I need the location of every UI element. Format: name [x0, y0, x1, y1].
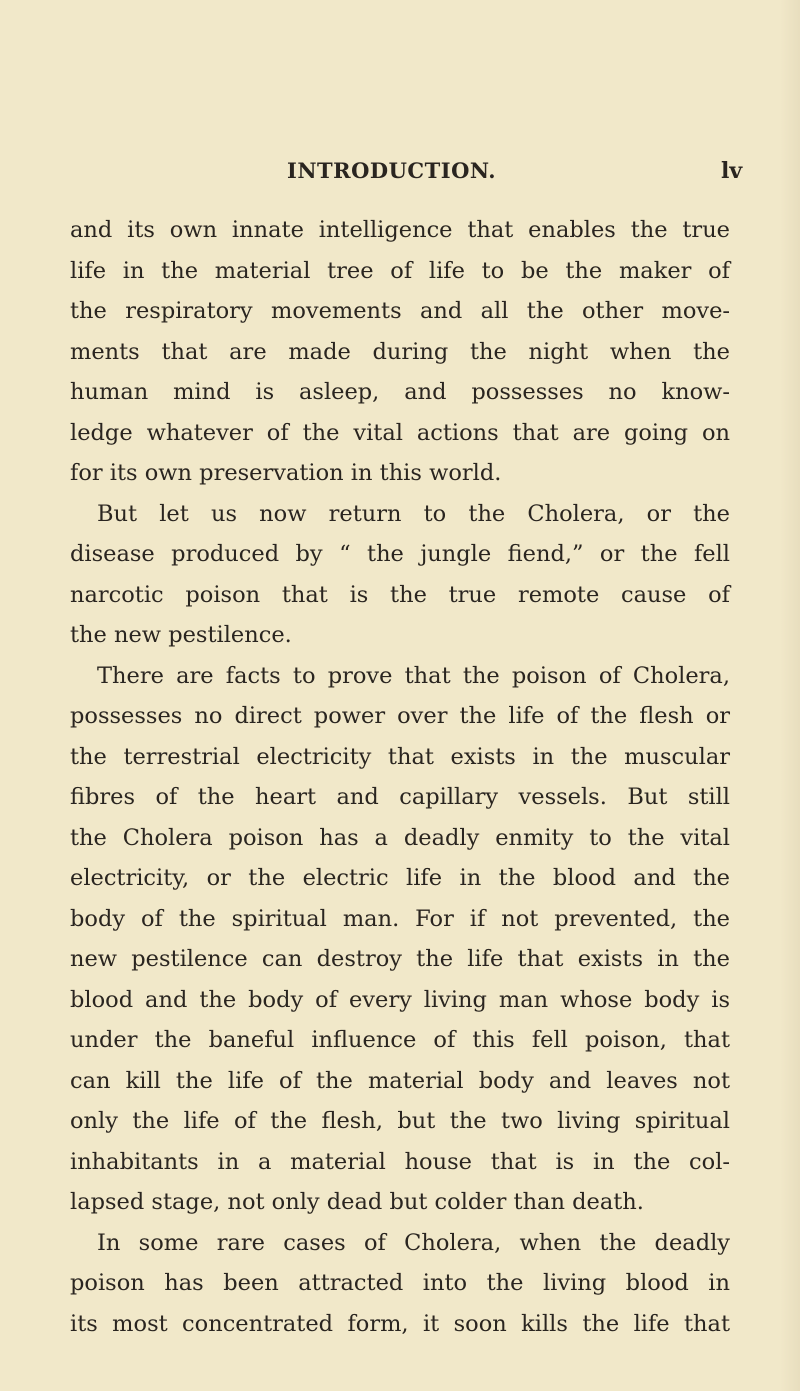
text-line: electricity, or the electric life in the blood and the — [70, 865, 730, 891]
text-line: under the baneful influence of this fell poison, that — [70, 1027, 730, 1053]
text-line: lapsed stage, not only dead but colder than death. — [70, 1189, 644, 1215]
text-line: the new pestilence. — [70, 622, 292, 648]
text-line: blood and the body of every living man whose body is — [70, 986, 730, 1013]
running-head — [0, 158, 800, 188]
text-line: and its own innate intelligence that enables the true — [70, 217, 730, 243]
text-line: the respiratory movements and all the other move- — [70, 298, 730, 324]
text-line: There are facts to prove that the poison of Cholera, — [97, 662, 730, 689]
text-line: narcotic poison that is the true remote cause of — [70, 581, 730, 608]
text-line: human mind is asleep, and possesses no know- — [70, 379, 730, 405]
text-line: possesses no direct power over the life of the flesh or — [70, 703, 730, 729]
text-line: inhabitants in a material house that is in the col- — [70, 1148, 730, 1175]
text-line: for its own preservation in this world. — [70, 460, 502, 486]
text-line: new pestilence can destroy the life that exists in the — [70, 946, 730, 972]
text-line: ledge whatever of the vital actions that are going on — [70, 419, 730, 446]
text-line: In some rare cases of Cholera, when the deadly — [97, 1229, 730, 1256]
text-line: poison has been attracted into the living blood in — [70, 1270, 730, 1296]
text-line: the terrestrial electricity that exists in the muscular — [70, 743, 730, 770]
text-line: ments that are made during the night when the — [70, 338, 730, 365]
text-line: only the life of the flesh, but the two living spiritual — [70, 1108, 730, 1134]
text-line: body of the spiritual man. For if not prevented, the — [70, 905, 730, 932]
text-line: But let us now return to the Cholera, or the — [97, 500, 730, 527]
running-title: INTRODUCTION. — [287, 158, 497, 183]
text-line: life in the material tree of life to be the maker of — [70, 257, 730, 284]
text-line: can kill the life of the material body and leaves not — [70, 1067, 730, 1094]
text-line: its most concentrated form, it soon kills the life that — [70, 1310, 730, 1337]
text-line: the Cholera poison has a deadly enmity to the vital — [70, 824, 730, 851]
page-number: lv — [721, 158, 743, 184]
text-line: disease produced by “ the jungle fiend,” or the fell — [70, 541, 730, 567]
text-line: fibres of the heart and capillary vessels. But still — [70, 784, 730, 810]
body-text — [70, 210, 730, 1344]
